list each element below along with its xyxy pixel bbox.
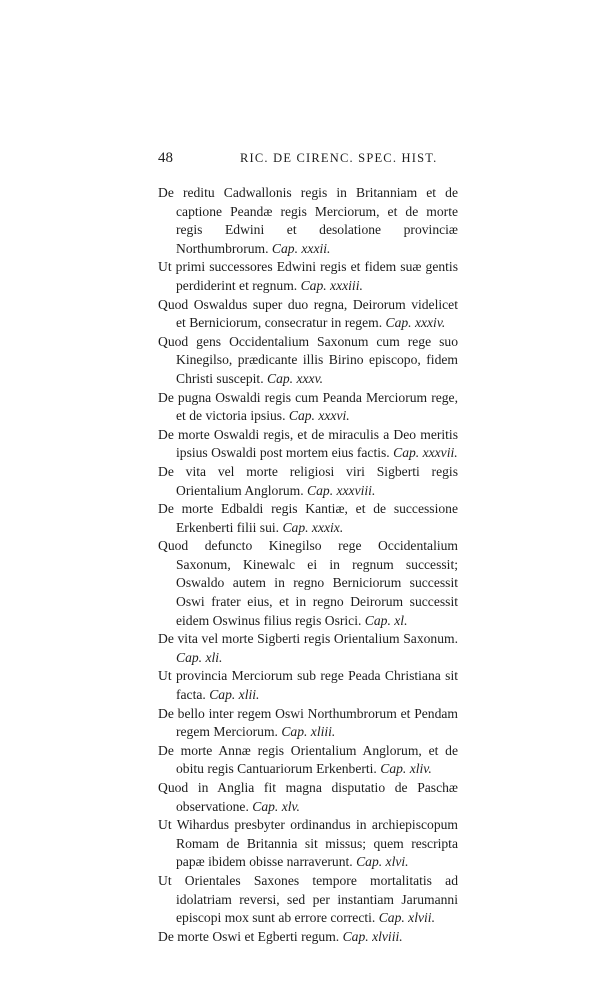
running-title: RIC. DE CIRENC. SPEC. HIST.	[240, 151, 438, 165]
entry-text: Ut Wihardus presbyter ordinandus in archiepiscopum Romam de Britannia sit missus; quem rescripta papæ ibidem obisse narraverunt.	[158, 817, 458, 870]
chapter-number: Cap. xxxii.	[271, 240, 331, 256]
chapter-entry	[158, 928, 458, 947]
entry-text: Ut provincia Merciorum sub rege Peada Christiana sit facta.	[158, 668, 458, 703]
chapter-number: Cap. xlviii.	[342, 928, 403, 944]
entry-text: Ut primi successores Edwini regis et fidem suæ gentis perdiderint et regnum.	[158, 259, 458, 293]
chapter-number: Cap. xli.	[176, 649, 223, 665]
chapter-number: Cap. xxxix.	[282, 519, 344, 535]
chapter-number: Cap. xlv.	[252, 798, 300, 814]
entry-text: De morte Oswaldi regis, et de miraculis a Deo meritis ipsius Oswaldi post mortem eius factis.	[158, 426, 458, 461]
entry-text: De morte Annæ regis Orientalium Anglorum, et de obitu regis Cantuariorum Erkenberti.	[158, 742, 458, 777]
chapter-number: Cap. xxxiii.	[300, 277, 363, 293]
chapter-list	[158, 184, 458, 946]
chapter-entry	[158, 816, 458, 872]
chapter-entry	[158, 667, 458, 704]
chapter-entry	[158, 779, 458, 816]
chapter-number: Cap. xxxv.	[267, 370, 323, 386]
entry-text: Quod in Anglia fit magna disputatio de Paschæ observatione.	[158, 780, 458, 814]
entry-text: De reditu Cadwallonis regis in Britanniam et de captione Peandæ regis Merciorum, et de morte regis Edwini et desolatione provinciæ Northumbrorum.	[158, 185, 458, 256]
chapter-number: Cap. xxxviii.	[307, 482, 376, 498]
chapter-entry	[158, 184, 458, 258]
chapter-number: Cap. xxxiv.	[385, 315, 446, 331]
chapter-entry	[158, 500, 458, 537]
entry-text: De morte Oswi et Egberti regum.	[158, 928, 340, 944]
chapter-entry	[158, 463, 458, 500]
chapter-entry	[158, 333, 458, 389]
chapter-number: Cap. xxxvii.	[393, 445, 458, 461]
chapter-entry	[158, 296, 458, 333]
chapter-number: Cap. xxxvi.	[288, 408, 350, 424]
chapter-number: Cap. xlvi.	[356, 854, 409, 870]
entry-text: De pugna Oswaldi regis cum Peanda Merciorum rege, et de victoria ipsius.	[158, 389, 458, 424]
entry-text: Ut Orientales Saxones tempore mortalitatis ad idolatriam reversi, sed per instantiam Jarumanni episcopi mox sunt ab errore correcti.	[158, 872, 458, 926]
chapter-entry	[158, 630, 458, 667]
chapter-number: Cap. xliii.	[281, 724, 336, 740]
entry-text: Quod gens Occidentalium Saxonum cum rege suo Kinegilso, prædicante illis Birino episcopo, fidem Christi suscepit.	[158, 333, 458, 386]
entry-text: De bello inter regem Oswi Northumbrorum et Pendam regem Merciorum.	[158, 705, 458, 740]
chapter-entry	[158, 426, 458, 463]
chapter-number: Cap. xl.	[364, 612, 408, 628]
entry-text: De vita vel morte religiosi viri Sigberti regis Orientalium Anglorum.	[158, 463, 458, 498]
entry-text: De vita vel morte Sigberti regis Orientalium Saxonum.	[158, 631, 458, 647]
chapter-entry	[158, 872, 458, 928]
chapter-entry	[158, 389, 458, 426]
chapter-entry	[158, 742, 458, 779]
chapter-entry	[158, 258, 458, 295]
chapter-entry	[158, 537, 458, 630]
chapter-number: Cap. xliv.	[380, 761, 432, 777]
entry-text: Quod Oswaldus super duo regna, Deirorum videlicet et Berniciorum, consecratur in regem.	[158, 296, 458, 331]
entry-text: De morte Edbaldi regis Kantiæ, et de successione Erkenberti filii sui.	[158, 501, 458, 535]
page-number: 48	[158, 150, 173, 166]
chapter-entry	[158, 705, 458, 742]
chapter-number: Cap. xlvii.	[378, 910, 435, 926]
entry-text: Quod defuncto Kinegilso rege Occidentalium Saxonum, Kinewalc ei in regnum successit; Oswaldo autem in regno Berniciorum successit Oswi frater eius, et in regno Deirorum successit eidem Oswinus filius regis Osrici.	[158, 538, 458, 628]
chapter-number: Cap. xlii.	[209, 687, 260, 703]
